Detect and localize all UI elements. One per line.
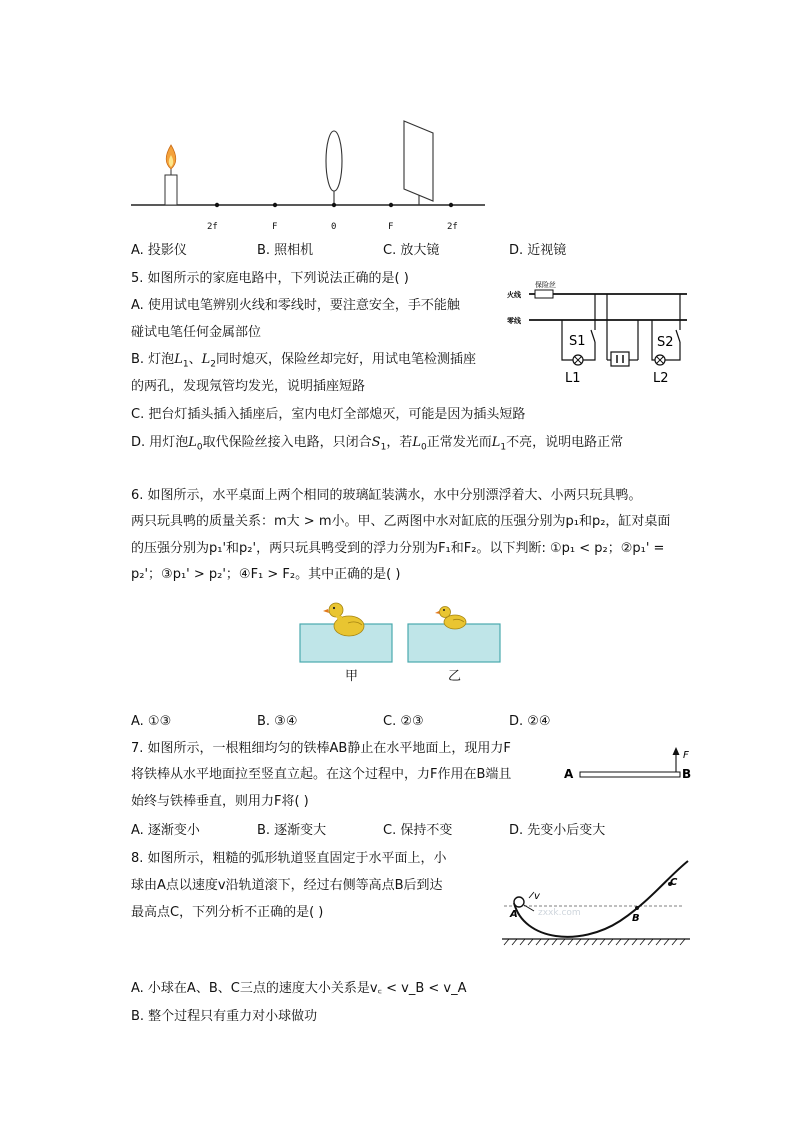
circuit-figure: [505, 278, 690, 386]
q6-line3: 的压强分别为p₁'和p₂'，两只玩具鸭受到的浮力分别为F₁和F₂。以下判断: ①p₁ < p₂；②p₁' =: [131, 541, 665, 556]
fuse-label: 保险丝: [535, 281, 556, 289]
tick-point: [449, 203, 453, 207]
switch-s2-label: S2: [657, 335, 674, 350]
option-a: A. 投影仪: [131, 243, 187, 258]
arc-track: [514, 861, 688, 937]
tank-b-label: 乙: [448, 669, 462, 684]
rod-end-b-label: B: [682, 767, 692, 781]
q5-option-a-line2: 碰试电笔任何金属部位: [131, 325, 262, 340]
q8-line1: 8. 如图所示，粗糙的弧形轨道竖直固定于水平面上，小: [131, 851, 447, 866]
q7-option-c: C. 保持不变: [383, 823, 453, 838]
iron-rod: [580, 772, 680, 777]
duck-tanks-figure: [298, 592, 502, 664]
tank-a-label: 甲: [345, 669, 359, 684]
q8-line2: 球由A点以速度v沿轨道滚下，经过右侧等高点B后到达: [131, 878, 443, 893]
arc-track-figure: [500, 855, 692, 949]
q5-option-d: D. 用灯泡$L_0$取代保险丝接入电路，只闭合$S_1$，若$L_0$正常发光而$L_1$不亮，说明电路正常: [131, 435, 624, 453]
tick-point: [273, 203, 277, 207]
q5-option-b-line1: B. 灯泡$L_1$、$L_2$同时熄灭，保险丝却完好，用试电笔检测插座: [131, 352, 476, 370]
tick-label: 0: [331, 222, 337, 232]
q6-option-d: D. ②④: [509, 714, 551, 729]
q6-option-a: A. ①③: [131, 714, 172, 729]
live-wire-label: 火线: [507, 291, 521, 299]
light-screen: [404, 121, 433, 205]
lamp-l1-label: L1: [565, 371, 581, 386]
option-d: D. 近视镜: [509, 243, 567, 258]
q7-line1: 7. 如图所示，一根粗细均匀的铁棒AB静止在水平地面上，现用力F: [131, 741, 511, 756]
neutral-wire-label: 零线: [507, 317, 521, 325]
tank-b: [408, 607, 500, 663]
point-b: [635, 906, 639, 910]
iron-rod-figure: [562, 744, 697, 784]
q6-option-b: B. ③④: [257, 714, 298, 729]
watermark: zxxk.com: [538, 908, 581, 918]
ball-icon: [514, 897, 524, 907]
tick-point: [215, 203, 219, 207]
switch-s2: [676, 330, 680, 342]
fuse-icon: [535, 290, 553, 298]
switch-s1-label: S1: [569, 334, 586, 349]
point-c-label: C: [670, 877, 678, 888]
ground-hatch: [504, 939, 685, 945]
option-b: B. 照相机: [257, 243, 314, 258]
q8-option-a: A. 小球在A、B、C三点的速度大小关系是v꜀ < v_B < v_A: [131, 981, 467, 996]
tick-label: 2f: [447, 222, 458, 232]
point-b-label: B: [632, 913, 640, 924]
lamp-l2-label: L2: [653, 371, 669, 386]
q7-line2: 将铁棒从水平地面拉至竖直立起。在这个过程中，力F作用在B端且: [131, 767, 512, 782]
socket-icon: [611, 352, 629, 366]
optics-figure: [125, 115, 495, 215]
q5-option-b-line2: 的两孔，发现氖管均发光，说明插座短路: [131, 379, 366, 394]
tick-label: F: [388, 222, 394, 232]
velocity-label: v: [534, 891, 540, 902]
q7-option-d: D. 先变小后变大: [509, 823, 606, 838]
tick-point: [389, 203, 393, 207]
q7-option-b: B. 逐渐变大: [257, 823, 327, 838]
q6-option-c: C. ②③: [383, 714, 424, 729]
candle-icon: [165, 145, 177, 205]
rod-end-a-label: A: [564, 767, 574, 781]
q5-stem: 5. 如图所示的家庭电路中，下列说法正确的是( ): [131, 271, 409, 286]
tank-a: [300, 603, 392, 662]
tick-label: 2f: [207, 222, 218, 232]
switch-s1: [591, 330, 595, 342]
tick-label: F: [272, 222, 278, 232]
q6-line1: 6. 如图所示，水平桌面上两个相同的玻璃缸装满水，水中分别漂浮着大、小两只玩具鸭。: [131, 488, 642, 503]
convex-lens: [326, 131, 342, 191]
q8-option-b: B. 整个过程只有重力对小球做功: [131, 1009, 318, 1024]
q6-line2: 两只玩具鸭的质量关系：m大 > m小。甲、乙两图中水对缸底的压强分别为p₁和p₂，缸对桌面: [131, 514, 671, 529]
q5-option-c: C. 把台灯插头插入插座后，室内电灯全部熄灭，可能是因为插头短路: [131, 407, 526, 422]
option-c: C. 放大镜: [383, 243, 440, 258]
force-label: F: [683, 750, 689, 761]
q8-line3: 最高点C，下列分析不正确的是( ): [131, 905, 324, 920]
point-a-label: A: [510, 909, 518, 920]
q5-option-a-line1: A. 使用试电笔辨别火线和零线时，要注意安全，手不能触: [131, 298, 460, 313]
tick-point: [332, 203, 336, 207]
q7-line3: 始终与铁棒垂直，则用力F将( ): [131, 794, 309, 809]
q7-option-a: A. 逐渐变小: [131, 823, 200, 838]
q6-line4: p₂'；③p₁' > p₂'；④F₁ > F₂。其中正确的是( ): [131, 567, 401, 582]
